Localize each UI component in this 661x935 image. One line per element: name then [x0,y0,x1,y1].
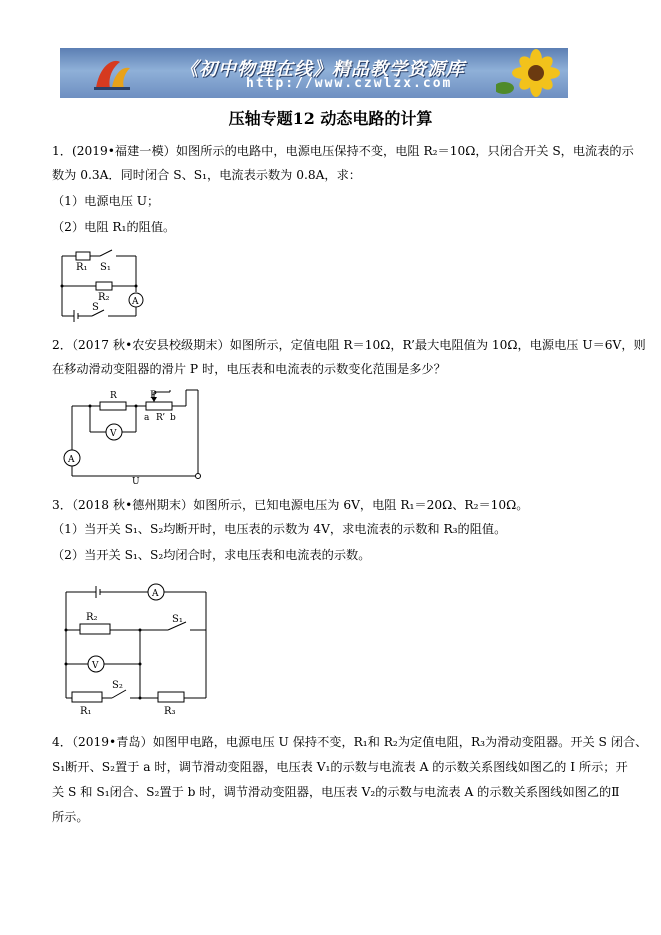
q2-label-r: R [110,391,117,401]
q1-label-s: S [92,302,99,313]
q3-label-r1: R₁ [80,706,92,717]
q2-resistor-r [100,402,126,410]
q1-line2: 数为 0.3A．同时闭合 S、S₁，电流表示数为 0.8A，求： [52,168,361,182]
q3-line1: 3．（2018 秋•德州期末）如图所示，已知电源电压为 6V，电阻 R₁＝20Ω、R₂＝10Ω。 [52,498,529,512]
q2-label-u: U [132,477,140,486]
q2-circuit-diagram [60,386,210,486]
q3-switch-s2 [112,690,126,698]
q1-resistor-r1 [76,252,90,260]
q1-resistor-r2 [96,282,112,290]
q2-rheostat [146,402,172,410]
banner-title: 《初中物理在线》精品教学资源库 [180,59,465,80]
q3-label-s2: S₂ [112,680,123,691]
q4-line3: 关 S 和 S₁闭合、S₂置于 b 时，调节滑动变阻器，电压表 V₂的示数与电流表 A 的示数关系图线如图乙的Ⅱ [52,785,620,799]
q3-label-ammeter: A [152,589,159,599]
q1-circuit-diagram [56,244,156,324]
q2-label-a: a [144,413,150,423]
q3-resistor-r2 [80,624,110,634]
q2-line1: 2．（2017 秋•农安县校级期末）如图所示，定值电阻 R＝10Ω，R’最大电阻值为 10Ω，电源电压 U＝6V，则 [52,338,646,352]
q3-label-voltmeter: V [92,661,99,671]
header-banner [60,48,568,98]
q4-line2: S₁断开、S₂置于 a 时，调节滑动变阻器，电压表 V₁的示数与电流表 A 的示数关系图线如图乙的 I 所示；开 [52,760,628,774]
q1-switch-s1 [100,250,112,256]
q2-label-ammeter: A [68,455,75,465]
q1-line1: 1．(2019•福建一模）如图所示的电路中，电源电压保持不变，电阻 R₂＝10Ω，只闭合开关 S，电流表的示 [52,144,634,158]
site-logo-icon [90,54,134,94]
q1-label-r2: R₂ [98,292,110,303]
q3-sub1: （1）当开关 S₁、S₂均断开时，电压表的示数为 4V，求电流表的示数和 R₃的阻值。 [52,522,507,536]
q1-sub1: （1）电源电压 U； [52,194,160,208]
q3-label-r3: R₃ [164,706,176,717]
q2-label-b: b [170,413,176,423]
q4-line1: 4．（2019•青岛）如图甲电路，电源电压 U 保持不变，R₁和 R₂为定值电阻，R₃为滑动变阻器。开关 S 闭合、 [52,735,648,749]
q1-label-r1: R₁ [76,262,88,273]
sunflower-icon [496,48,568,98]
q3-label-r2: R₂ [86,612,98,623]
document-title: 压轴专题12 动态电路的计算 [228,109,433,128]
q4-line4: 所示。 [52,810,89,824]
q2-label-voltmeter: V [110,429,117,439]
q2-label-rp: R’ [156,413,166,423]
q1-label-ammeter: A [132,297,139,307]
q2-line2: 在移动滑动变阻器的滑片 P 时，电压表和电流表的示数变化范围是多少？ [52,362,446,376]
q3-resistor-r1 [72,692,102,702]
q3-resistor-r3 [158,692,184,702]
q3-sub2: （2）当开关 S₁、S₂均闭合时，求电压表和电流表的示数。 [52,548,371,562]
q3-label-s1: S₁ [172,614,183,625]
banner-url: http://www.czwlzx.com [246,76,453,91]
q3-circuit-diagram [60,578,220,718]
q1-sub2: （2）电阻 R₁的阻值。 [52,220,176,234]
q2-label-p: P [150,390,157,401]
q1-label-s1: S₁ [100,262,111,273]
